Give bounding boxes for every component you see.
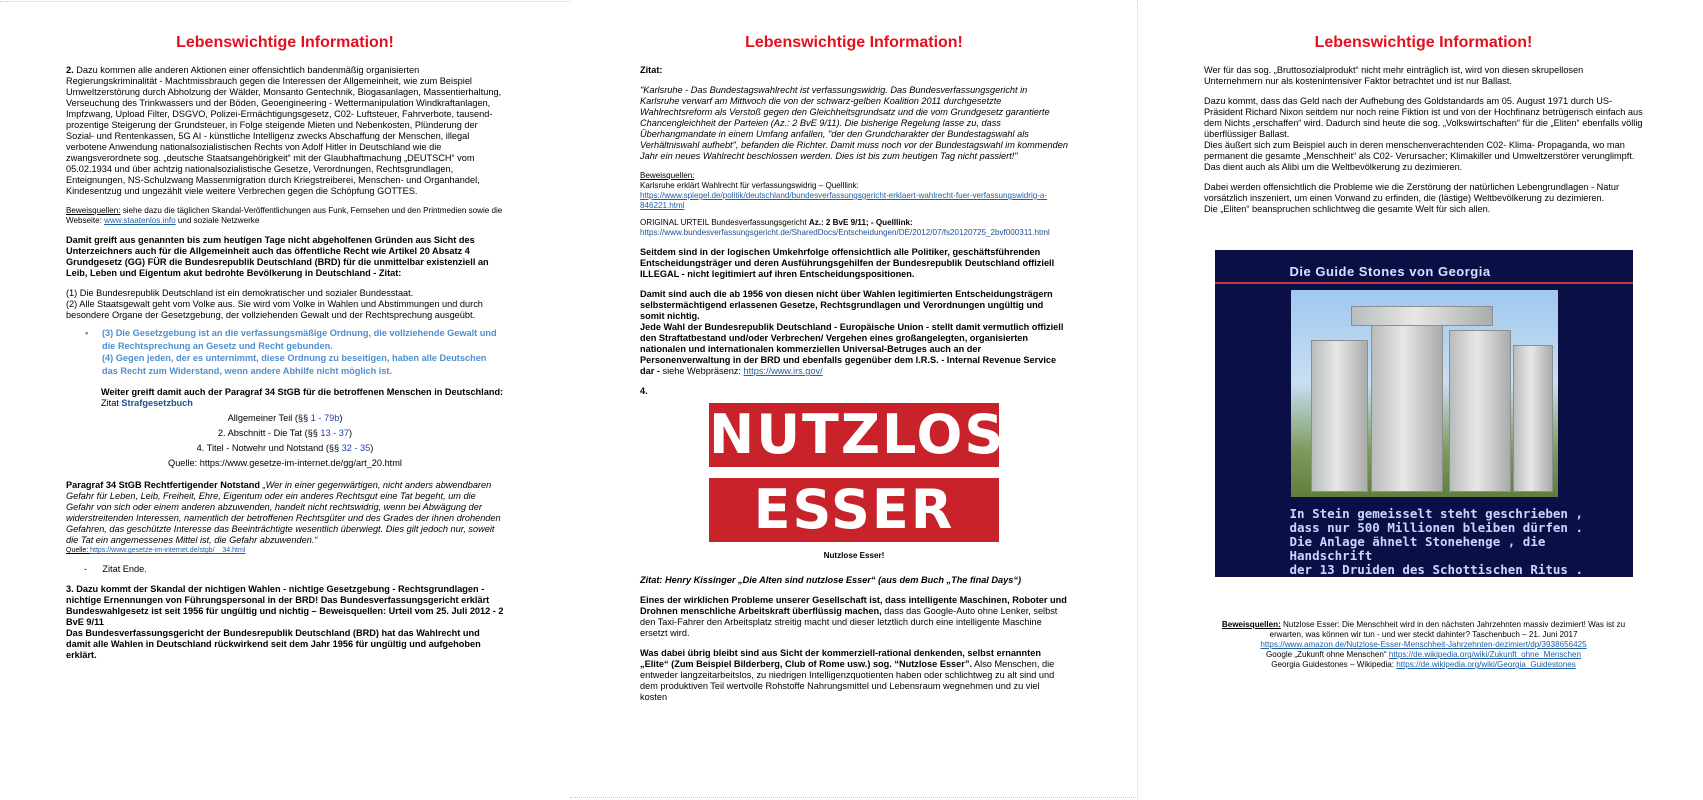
karlsruhe-quote: "Karlsruhe - Das Bundestagswahlrecht ist verfassungswidrig. Das Bundesverfassungsgericht in Karlsruhe verwarf am Mittwoch die von der schwarz-gelben Koalition 2011 durchgesetzte Wahlrechtsreform als Verstoß gegen den Gleichheitsgrundsatz und die vom Grundgesetz garantierte Chancengleichheit der Parteien (Az.: 2 BvE 9/11). Die bisherige Regelung lasse zu, dass Überhangmandate in einem Umfang anfallen, "der den Grundcharakter der Bundestagswahl als Verhältniswahl aufhebt", befanden die Richter. Damit muss noch vor der Bundestagswahl im kommenden Jahr ein neues Wahlrecht beschlossen werden. Dies ist bis zum heutigen Tag nicht passiert!" xyxy=(640,85,1068,161)
paragraph-number: 2. xyxy=(66,65,74,75)
article-clauses xyxy=(66,288,504,321)
elite-bold: Was dabei übrig bleibt sind aus Sicht der kommerziell-rational denkenden, selbst ernannten „Elite“ (Zum Beispiel Bilderberg, Club of Rome usw.) sog. “Nutzlose Esser”. xyxy=(640,648,1041,669)
nutzlose-banner: NUTZLOSE xyxy=(709,403,1045,466)
problem-paragraph xyxy=(640,595,1068,639)
staatenlos-link[interactable]: www.staatenlos.info xyxy=(104,216,176,225)
urteil-prefix: ORIGINAL URTEIL Bundesverfassungsgericht xyxy=(640,218,809,227)
paragraph-text: Dazu kommen alle anderen Aktionen einer offensichtlich bandenmäßig organisierten Regierungskriminalität - Machtmissbrauch gegen die Interessen der Allgemeinheit, wie zum Beispiel Umweltzerstörung durch Abholzung der Wälder, Monsanto Gentechnik, Biogasanlagen, Massentierhaltung, Verseuchung des Trinkwassers und der Böden, Geoengineering - Wettermanipulation Windkraftanlagen, Impfzwang, Upload Filter, DSGVO, Polizei-Ermächtigungsgesetz, C02- Luftsteuer, Fahrverbote, tausend- prozentige Steigerung der Grundsteuer, in Folge steigende Mieten und Nebenkosten, Plünderung der Sozial- und Rentenkassen, 5G AI - künstliche Intelligenz zwecks Abschaffung der Menschen, illegal verbotene Anwendung nationalsozialistischen Rechts von Adolf Hitler in Deutschland wie die zwangsverordnete sog. „deutsche Staatsangehörigkeit“ mit der Glaubhaftmachung „DEUTSCH“ vom 05.02.1934 und über achtzig nationalsozialistische Gesetze, Verordnungen, Rechtsgrundlagen, Enteignungen, NS-Schulzwang Massenmigration durch Kriegstreiberei, Menschen- und Organhandel, Kindesentzug und ungezählt viele weitere Verbrechen gegen die Schöpfung GOTTES. xyxy=(66,65,502,196)
red-rule xyxy=(1215,282,1633,284)
elite-paragraph xyxy=(640,648,1068,703)
stone-capstone xyxy=(1351,306,1493,326)
source-label: Quelle: xyxy=(66,547,91,554)
caption-line: Die Anlage ähnelt Stonehenge , die Handschrift xyxy=(1289,534,1546,563)
amazon-link[interactable]: https://www.amazon.de/Nutzlose-Esser-Menschheit-Jahrzehnten-dezimiert/dp/3938656425 xyxy=(1260,640,1587,649)
nutzlose-esser-image xyxy=(709,401,1045,546)
evidence-label: Beweisquellen: xyxy=(640,171,695,180)
elite-text: Also Menschen, die entweder langzeitarbeitslos, zu niedrigen Intelligenzquotienten haben oder schlichtweg zu alt sind und dem produktiven Teil wertvolle Rohstoffe Nahrungsmittel und Lebensraum wegnehmen und zu viel kosten xyxy=(640,659,1055,702)
guide-stones-title: Die Guide Stones von Georgia xyxy=(1289,264,1491,279)
paragraph-34-intro: Weiter greift damit auch der Paragraf 34 StGB für die betroffenen Menschen in Deutschland: xyxy=(101,387,504,397)
article-3: (3) Die Gesetzgebung ist an die verfassungsmäßige Ordnung, die vollziehende Gewalt und die Rechtsprechung an Gesetz und Recht gebunden. xyxy=(102,328,497,351)
list-item: • (3) Die Gesetzgebung ist an die verfassungsmäßige Ordnung, die vollziehende Gewalt und die Rechtsprechung an Gesetz und Recht gebunden. (4) Gegen jeden, der es unternimmt, diese Ordnung zu beseitigen, haben alle Deutschen das Recht zum Widerstand, wenn andere Abhilfe nicht möglich ist. xyxy=(85,328,497,376)
wikipedia-georgia-link[interactable]: https://de.wikipedia.org/wiki/Georgia_Guidestones xyxy=(1396,660,1576,669)
paragraph-3b: Das Bundesverfassungsgericht der Bundesrepublik Deutschland (BRD) hat das Wahlrecht und damit alle Wahlen in Deutschland rückwirkend seit dem Jahr 1956 für ungültig und aufgehoben erklärt. xyxy=(66,628,481,660)
guide-stones-photo xyxy=(1291,290,1558,497)
irs-link[interactable]: https://www.irs.gov/ xyxy=(743,366,823,376)
paragraph-34-text: „Wer in einer gegenwärtigen, nicht anders abwendbaren Gefahr für Leben, Leib, Freiheit, Ehre, Eigentum oder ein anderes Rechtsgut eine Tat begeht, um die Gefahr von sich oder einem anderen abzuwenden, handelt nicht rechtswidrig, wenn bei Abwägung der widerstreitenden Interessen, namentlich der betroffenen Rechtsgüter und des Grades der ihnen drohenden Gefahren, das geschützte Interesse das Beeinträchtigte wesentlich überwiegt. Dies gilt jedoch nur, soweit die Tat ein angemessenes Mittel ist, die Gefahr abzuwenden.“ xyxy=(66,480,501,545)
stone-slab xyxy=(1449,330,1511,492)
image-caption: Nutzlose Esser! xyxy=(823,551,885,560)
paragraph-lebensgrundlagen: Dabei werden offensichtlich die Probleme wie die Zerstörung der natürlichen Lebengrundlagen - Natur vorsätzlich inszeniert, um einen Vorwand zu erfinden, die (lästige) Weltbevölkerung zu dezimieren. xyxy=(1204,182,1620,203)
zitat-ende: - Zitat Ende. xyxy=(84,564,147,574)
georgia-line xyxy=(1204,660,1643,670)
problem-text: dass das Google-Auto ohne Lenker, selbst den Taxi-Fahrer den Arbeitsplatz streitig macht und dieser letztlich durch eine intelligente Maschine ersetzt wird. xyxy=(640,606,1058,638)
stone-slab xyxy=(1371,320,1443,492)
article-2: (2) Alle Staatsgewalt geht vom Volke aus. Sie wird vom Volke in Wahlen und Abstimmungen und durch besondere Organe der Gesetzgebung, der vollziehenden Gewalt und der Rechtsprechung ausgeübt. xyxy=(66,299,483,320)
bold-paragraph-2-3 xyxy=(640,289,1068,377)
evidence-block xyxy=(640,171,1068,211)
stone-slab xyxy=(1513,345,1553,492)
esser-banner: ESSER xyxy=(709,478,999,542)
paragraph-2 xyxy=(66,65,504,197)
guide-stones-caption xyxy=(1290,507,1620,577)
caption-line: dass nur 500 Millionen bleiben dürfen . xyxy=(1289,520,1583,535)
georgia-label: Georgia Guidestones – Wikipedia: xyxy=(1271,660,1397,669)
abschnitt: 2. Abschnitt - Die Tat (§§ xyxy=(217,428,321,438)
allgemeiner-teil-line xyxy=(66,413,504,424)
document-page-2 xyxy=(570,0,1138,800)
paren: ) xyxy=(339,413,343,423)
bold-paragraph-3: Jede Wahl der Bundesrepublik Deutschland - Europäische Union - stellt damit vermutlich offiziell den Straftatbestand und/oder Verbrechen/ Vergehen eines großangelegten, organisierten nationalen und internationalen kommerziellen Universal-Betruges auch an der Personenverwaltung in der BRD und ebenfalls gegenüber dem I.R.S. - Internal Revenue Service dar - xyxy=(640,322,1064,376)
sources-label: Beweisquellen: xyxy=(1221,620,1281,629)
google-line xyxy=(1204,650,1643,660)
item-4-number: 4. xyxy=(640,386,648,396)
webpraesenz: siehe Webpräsenz: xyxy=(659,366,744,376)
bold-paragraph: Damit greift aus genannten bis zum heutigen Tage nicht abgeholfenen Gründen aus Sicht des Unterzeichners auch für die Allgemeinheit auch das öffentliche Recht wie Artikel 20 Absatz 4 Grundgesetz (GG) FÜR die Bundesrepublik Deutschland (BRD) für die unmittelbar existenziell an Leib, Leben und Eigentum akut bedrohte Bevölkerung in Deutschland - Zitat: xyxy=(66,235,489,278)
evidence-sources xyxy=(66,206,504,226)
paragraph-bruttosozialprodukt: Wer für das sog. „Bruttosozialprodukt“ nicht mehr einträglich ist, wird von diesen skrupellosen Unternehmern nur als kostenintensiver Faktor betrachtet und ist nur Ballast. xyxy=(1204,65,1584,86)
wikipedia-zukunft-link[interactable]: https://de.wikipedia.org/wiki/Zukunft_ohne_Menschen xyxy=(1388,650,1581,659)
article-4: (4) Gegen jeden, der es unternimmt, diese Ordnung zu beseitigen, haben alle Deutschen das Recht zum Widerstand, wenn andere Abhilfe nicht möglich ist. xyxy=(102,353,487,376)
evidence-label: Beweisquellen: xyxy=(66,206,121,215)
guide-stones-image xyxy=(1215,250,1633,577)
titel-line xyxy=(66,443,504,454)
evidence-line: Karlsruhe erklärt Wahlrecht für verfassungswidrig – Quelllink: xyxy=(640,181,859,190)
zitat-label: Zitat xyxy=(101,398,122,408)
document-page-1 xyxy=(0,0,570,800)
evidence-tail: und soziale Netzwerke xyxy=(175,216,260,225)
document-page-3 xyxy=(1138,0,1703,800)
page-title: Lebenswichtige Information! xyxy=(745,34,963,51)
page-title: Lebenswichtige Information! xyxy=(176,34,394,51)
titel: 4. Titel - Notwehr und Notstand (§§ xyxy=(196,443,342,453)
evidence-text: siehe dazu die täglichen Skandal-Veröffentlichungen aus Funk, Fernsehen und den Printmedien sowie die Webseite: xyxy=(66,206,503,225)
bold-paragraph-2: Damit sind auch die ab 1956 von diesen nicht über Wahlen legitimierten Entscheidungsträgern selbstermächtigend erlassenen Gesetze, Rechtsgrundlagen und Verordnungen ungültig und somit nichtig. xyxy=(640,289,1053,321)
bverfg-link[interactable]: https://www.bundesverfassungsgericht.de/SharedDocs/Entscheidungen/DE/2012/07/fs20120725_2bvf000311.html xyxy=(640,228,1050,237)
paragraph-klima: Dies äußert sich zum Beispiel auch in deren menschenverachtenden C02- Klima- Propaganda, wo man permanent die gesamte „Menschheit“ als C02- Verursacher; Klimakiller und Umweltzerstörer verunglimpft. Das dient auch als Alibi um die Weltbevölkerung zu dezimieren. xyxy=(1204,140,1635,172)
paragraph-34-intro-block xyxy=(101,387,504,409)
problem-bold: Eines der wirklichen Probleme unserer Gesellschaft ist, dass intelligente Maschinen, Roboter und Drohnen menschliche Arbeitskraft überflüssig machen, xyxy=(640,595,1067,616)
page-title: Lebenswichtige Information! xyxy=(1314,34,1533,51)
paragraph-34 xyxy=(66,480,504,546)
paragraph-3: 3. Dazu kommt der Skandal der nichtigen Wahlen - nichtige Gesetzgebung - Rechtsgrundlagen - nichtige Ernennungen von Führungspersonal in der BRD! Das Bundesverfassungsgericht erklärt Bundeswahlgesetz ist seit 1956 für ungültig und nichtig – Beweisquellen: Urteil vom 25. Juli 2012 - 2 BvE 9/11 xyxy=(66,584,504,627)
paragraph-34-heading: Paragraf 34 StGB Rechtfertigender Notstand xyxy=(66,480,261,490)
original-urteil xyxy=(640,218,1068,238)
caption-line: In Stein gemeisselt steht geschrieben , xyxy=(1289,506,1583,521)
kissinger-quote: Zitat: Henry Kissinger „Die Alten sind nutzlose Esser“ (aus dem Buch „The final Days“) xyxy=(640,575,1022,585)
abschnitt-line xyxy=(66,428,504,439)
strafgesetzbuch-link[interactable]: Strafgesetzbuch xyxy=(121,398,193,408)
amazon-line xyxy=(1204,640,1643,650)
article-1: (1) Die Bundesrepublik Deutschland ist ein demokratischer und sozialer Bundesstaat. xyxy=(66,288,414,298)
abschnitt-range-link[interactable]: 13 - 37 xyxy=(320,428,350,438)
zitat-ende-text: Zitat Ende. xyxy=(102,564,147,574)
paragraph-34-source xyxy=(66,546,504,555)
sources-block xyxy=(1204,620,1643,640)
allgemeiner-teil: Allgemeiner Teil (§§ xyxy=(227,413,311,423)
caption-line: der 13 Druiden des Schottischen Ritus . xyxy=(1289,562,1583,577)
paren: ) xyxy=(349,428,353,438)
zitat-line xyxy=(101,398,504,409)
stone-slab xyxy=(1311,340,1368,492)
google-label: Google „Zukunft ohne Menschen“ xyxy=(1266,650,1389,659)
article-list xyxy=(85,327,504,377)
bold-paragraph-1: Seitdem sind in der logischen Umkehrfolge offensichtlich alle Politiker, geschäftsführenden Entscheidungsträger und deren Ausführungsgehilfen der Bundesrepublik Deutschland offiziell ILLEGAL - nicht legitimiert auf ihren Entscheidungspositionen. xyxy=(640,247,1055,279)
titel-range-link[interactable]: 32 - 35 xyxy=(341,443,371,453)
paragraph-eliten: Die „Eliten“ beanspruchen schlichtweg die gesamte Welt für sich allen. xyxy=(1204,204,1491,214)
gesetze-stgb-link[interactable]: https://www.gesetze-im-internet.de/stgb/__34.html xyxy=(90,547,246,554)
zitat-heading: Zitat: xyxy=(640,65,663,75)
spiegel-link[interactable]: https://www.spiegel.de/politik/deutschland/bundesverfassungsgericht-erklaert-wahlrecht-fuer-verfassungswidrig-a-846221.html xyxy=(640,191,1048,210)
paragraph-goldstandard: Dazu kommt, dass das Geld nach der Aufhebung des Goldstandards am 05. August 1971 durch US-Präsident Richard Nixon seitdem nur noch reine Fiktion ist und von der Hochfinanz betrügerisch einfach aus dem Nichts „erschaffen“ wird. Dadurch sind heute die sog. „Volkswirtschaften“ für die „Eliten“ ebenfalls völlig überflüssiger Ballast. xyxy=(1204,96,1643,139)
quelle-line: Quelle: https://www.gesetze-im-internet.de/gg/art_20.html xyxy=(168,458,402,468)
allgemeiner-teil-range-link[interactable]: 1 - 79b xyxy=(310,413,340,423)
urteil-ref: Az.: 2 BvE 9/11; - Quelllink: xyxy=(808,218,913,227)
paren: ) xyxy=(370,443,374,453)
sources-text: Nutzlose Esser: Die Menschheit wird in den nächsten Jahrzehnten massiv dezimiert! Was ist zu erwarten, was können wir tun - und wer steckt dahinter? Taschenbuch – 21. Juni 2017 xyxy=(1269,620,1626,639)
